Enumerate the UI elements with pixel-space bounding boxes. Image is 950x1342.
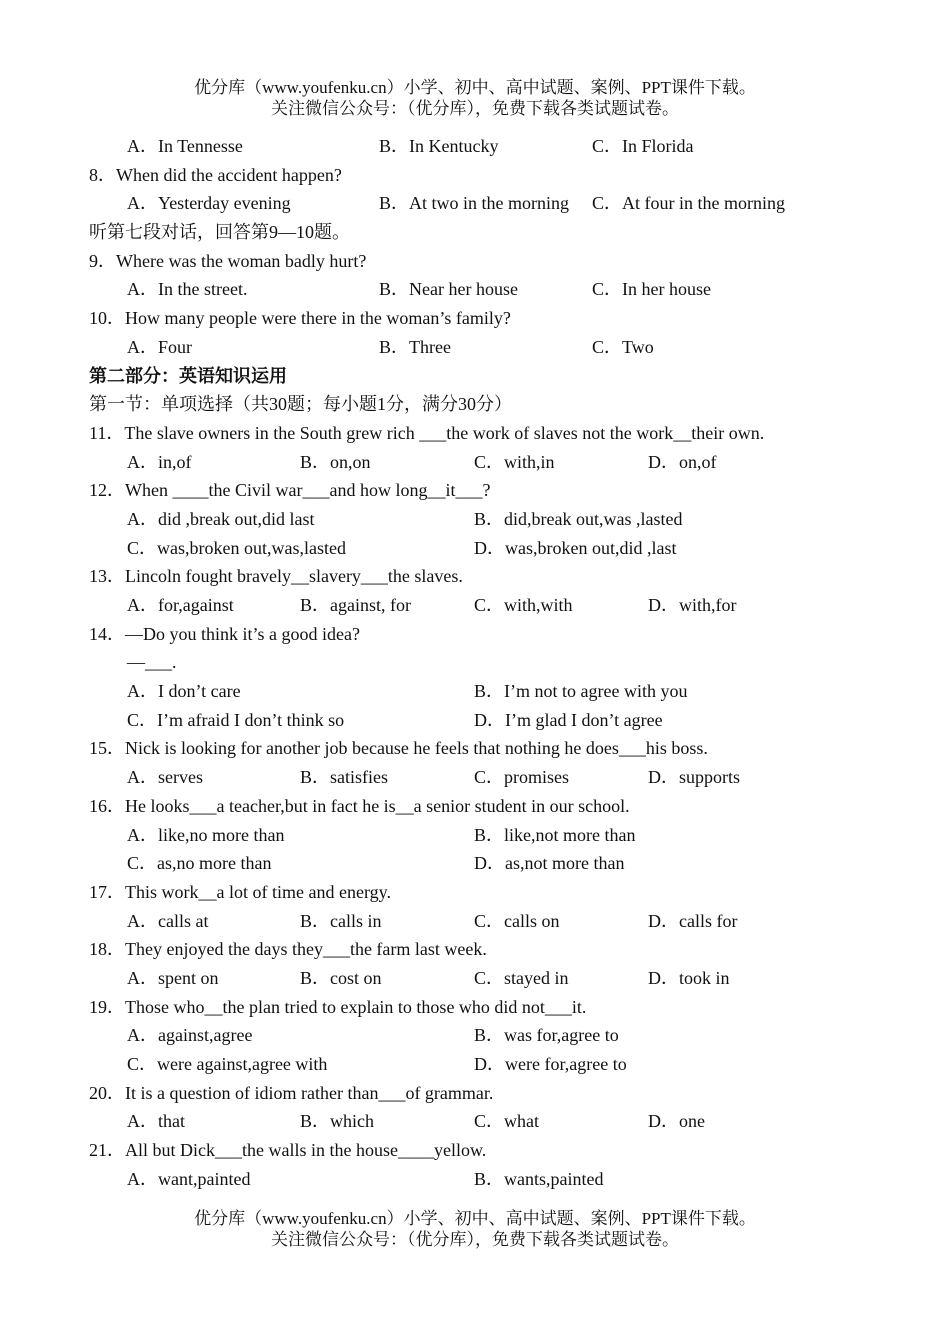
q19-stem: 19．Those who__the plan tried to explain to those who did not___it.: [89, 996, 587, 1017]
q16-option-a: A．like,no more than: [127, 824, 285, 845]
q15-stem: 15．Nick is looking for another job because he feels that nothing he does___his boss.: [89, 738, 708, 759]
q18-option-b: B．cost on: [300, 967, 382, 988]
q7-option-c: C．In Florida: [592, 136, 694, 156]
q16-options-row2: [89, 849, 869, 878]
q14-reply: —___.: [127, 652, 177, 673]
q14-option-a: A．I don’t care: [127, 681, 241, 702]
q7-options: [89, 132, 869, 161]
q17-options: [89, 907, 869, 936]
page-header: [0, 77, 950, 119]
part2-title: 第二部分：英语知识运用: [89, 365, 287, 386]
q20-option-d: D．one: [648, 1111, 705, 1132]
q18-options: [89, 964, 869, 993]
q9-option-a: A．In the street.: [127, 279, 248, 300]
q21-option-a: A．want,painted: [127, 1168, 251, 1189]
q19-options-row1: [89, 1021, 869, 1050]
q17-stem: 17．This work__a lot of time and energy.: [89, 881, 391, 902]
q12-options-row2: [89, 534, 869, 563]
q8-options: [89, 189, 869, 218]
q10-stem: 10．How many people were there in the woman’s family?: [89, 308, 511, 329]
q11-options: [89, 448, 869, 477]
header-line-1: 优分库（www.youfenku.cn）小学、初中、高中试题、案例、PPT课件下载。: [194, 78, 756, 97]
q15-option-b: B．satisfies: [300, 767, 388, 788]
q7-option-a: A．In Tennesse: [127, 136, 243, 156]
q15-options: [89, 763, 869, 792]
q15-option-c: C．promises: [474, 767, 570, 788]
q19-option-a: A．against,agree: [127, 1025, 253, 1046]
q13-option-b: B．against, for: [300, 595, 411, 615]
q13-option-c: C．with,with: [474, 595, 573, 615]
q8-option-a: A．Yesterday evening: [127, 193, 291, 214]
q11-option-d: D．on,of: [648, 451, 717, 472]
q17-option-a: A．calls at: [127, 910, 209, 931]
footer-line-2: 关注微信公众号：（优分库），免费下载各类试题试卷。: [271, 1230, 679, 1249]
q13-stem: 13．Lincoln fought bravely__slavery___the slaves.: [89, 566, 463, 587]
q17-option-c: C．calls on: [474, 910, 560, 931]
q8-option-c: C．At four in the morning: [592, 193, 785, 214]
q12-option-a: A．did ,break out,did last: [127, 508, 315, 529]
q14-options-row1: [89, 677, 869, 706]
q19-option-d: D．were for,agree to: [474, 1054, 627, 1074]
q9-option-b: B．Near her house: [379, 279, 518, 300]
q18-option-a: A．spent on: [127, 967, 219, 988]
q20-option-b: B．which: [300, 1111, 374, 1132]
q12-stem: 12．When ____the Civil war___and how long__it___?: [89, 480, 491, 501]
q17-option-d: D．calls for: [648, 910, 738, 931]
q18-option-c: C．stayed in: [474, 967, 569, 988]
q15-option-d: D．supports: [648, 767, 741, 788]
q16-option-d: D．as,not more than: [474, 853, 625, 874]
q14-stem: 14．—Do you think it’s a good idea?: [89, 623, 360, 644]
q17-option-b: B．calls in: [300, 910, 382, 931]
q9-stem: 9．Where was the woman badly hurt?: [89, 250, 367, 271]
exam-content: [89, 132, 869, 1193]
q21-option-b: B．wants,painted: [474, 1168, 604, 1189]
q11-option-b: B．on,on: [300, 451, 371, 472]
q13-option-d: D．with,for: [648, 595, 737, 615]
q19-option-b: B．was for,agree to: [474, 1025, 619, 1046]
q8-option-b: B．At two in the morning: [379, 193, 569, 214]
q12-option-d: D．was,broken out,did ,last: [474, 537, 677, 558]
q12-options-row1: [89, 505, 869, 534]
q16-option-b: B．like,not more than: [474, 824, 636, 845]
q9-option-c: C．In her house: [592, 279, 711, 300]
q12-option-b: B．did,break out,was ,lasted: [474, 508, 683, 529]
q11-option-a: A．in,of: [127, 451, 192, 472]
q16-option-c: C．as,no more than: [127, 853, 272, 874]
q21-options-row1: [89, 1165, 869, 1194]
q16-stem: 16．He looks___a teacher,but in fact he is__a senior student in our school.: [89, 795, 630, 816]
q10-option-b: B．Three: [379, 336, 451, 357]
q18-option-d: D．took in: [648, 967, 730, 988]
q10-option-a: A．Four: [127, 336, 193, 357]
q20-options: [89, 1107, 869, 1136]
q11-option-c: C．with,in: [474, 451, 555, 472]
q14-option-b: B．I’m not to agree with you: [474, 681, 688, 702]
part2-section1-heading: 第一节：单项选择（共30题；每小题1分，满分30分）: [89, 394, 512, 415]
q18-stem: 18．They enjoyed the days they___the farm last week.: [89, 939, 487, 960]
q21-stem: 21．All but Dick___the walls in the house____yellow.: [89, 1140, 487, 1161]
section7-instruction: 听第七段对话，回答第9—10题。: [89, 222, 350, 243]
q10-option-c: C．Two: [592, 336, 654, 357]
q19-option-c: C．were against,agree with: [127, 1054, 328, 1074]
q19-options-row2: [89, 1050, 869, 1079]
q20-option-a: A．that: [127, 1111, 185, 1132]
q7-option-b: B．In Kentucky: [379, 136, 499, 156]
header-line-2: 关注微信公众号：（优分库），免费下载各类试题试卷。: [271, 99, 679, 118]
page-footer: [0, 1208, 950, 1250]
q20-stem: 20．It is a question of idiom rather than___of grammar.: [89, 1082, 494, 1103]
q16-options-row1: [89, 821, 869, 850]
q14-option-c: C．I’m afraid I don’t think so: [127, 709, 345, 730]
q10-options: [89, 333, 869, 362]
q14-options-row2: [89, 706, 869, 735]
q13-option-a: A．for,against: [127, 595, 234, 615]
q8-stem: 8．When did the accident happen?: [89, 164, 342, 185]
q9-options: [89, 275, 869, 304]
q20-option-c: C．what: [474, 1111, 539, 1132]
q14-option-d: D．I’m glad I don’t agree: [474, 709, 663, 730]
q13-options: [89, 591, 869, 620]
footer-line-1: 优分库（www.youfenku.cn）小学、初中、高中试题、案例、PPT课件下载。: [194, 1209, 756, 1228]
q11-stem: 11．The slave owners in the South grew rich ___the work of slaves not the work__their own.: [89, 422, 765, 443]
q15-option-a: A．serves: [127, 767, 203, 788]
q12-option-c: C．was,broken out,was,lasted: [127, 537, 346, 558]
